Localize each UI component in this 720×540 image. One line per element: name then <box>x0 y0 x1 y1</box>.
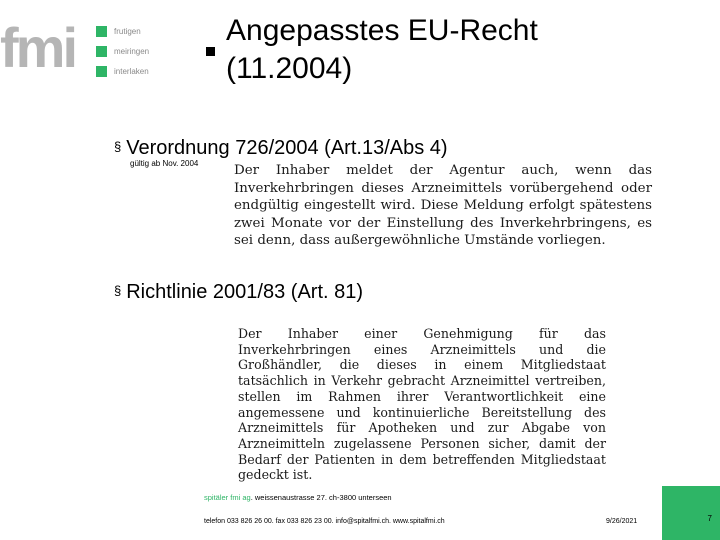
page-title <box>226 12 646 88</box>
corner-accent-block <box>662 486 720 540</box>
section2-heading <box>114 279 363 304</box>
footer-company: spitäler fmi ag <box>204 493 251 502</box>
footer-address <box>204 493 392 502</box>
page-title-line2: (11.2004) <box>226 52 353 85</box>
footer-date: 9/26/2021 <box>606 518 638 525</box>
logo-location-interlaken: interlaken <box>114 67 149 76</box>
section2-heading-text: Richtlinie 2001/83 (Art. 81) <box>126 281 364 303</box>
logo-wordmark: fmi <box>0 16 75 79</box>
footer-contact: telefon 033 826 26 00. fax 033 826 23 00. info@spitalfmi.ch. www.spitalfmi.ch <box>204 518 445 525</box>
logo-square-icon <box>96 26 107 37</box>
page-number: 7 <box>707 514 712 523</box>
scanned-excerpt-directive: Der Inhaber einer Genehmigung für das Inverkehrbringen eines Arzneimittels und die Großhändler, die dieses in einem Mitgliedstaat tatsächlich in Verkehr gebracht Arzneimittel vertreiben, stellen im Rahmen ihrer Verantwortlichkeit eine angemessene und kontinuierliche Bereitstellung des Arzneimittels für Apotheken und zur Abgabe von Arzneimitteln zugelassene Personen sicher, damit der Bedarf der Patienten in dem betreffenden Mitgliedstaat gedeckt ist. <box>238 326 606 483</box>
scanned-excerpt-regulation: Der Inhaber meldet der Agentur auch, wenn das Inverkehrbringen dieses Arzneimittels vorübergehend oder endgültig eingestellt wird. Diese Meldung erfolgt spätestens zwei Monate vor der Einstellung des Inverkehrbringens, es sei denn, dass außergewöhnliche Umstände vorliegen. <box>234 163 652 248</box>
logo-square-icon <box>96 66 107 77</box>
section-bullet-icon: § <box>114 283 122 298</box>
title-bullet-icon <box>206 47 215 56</box>
logo-square-icon <box>96 46 107 57</box>
logo-location-meiringen: meiringen <box>114 47 150 56</box>
footer-address-text: . weissenaustrasse 27. ch-3800 unterseen <box>250 493 392 502</box>
validity-note: gültig ab Nov. 2004 <box>130 159 199 168</box>
section1-heading <box>114 135 448 160</box>
page-title-line1: Angepasstes EU-Recht <box>226 14 538 47</box>
section1-heading-text: Verordnung 726/2004 (Art.13/Abs 4) <box>126 137 448 159</box>
section-bullet-icon: § <box>114 139 122 154</box>
logo-location-frutigen: frutigen <box>114 27 141 36</box>
